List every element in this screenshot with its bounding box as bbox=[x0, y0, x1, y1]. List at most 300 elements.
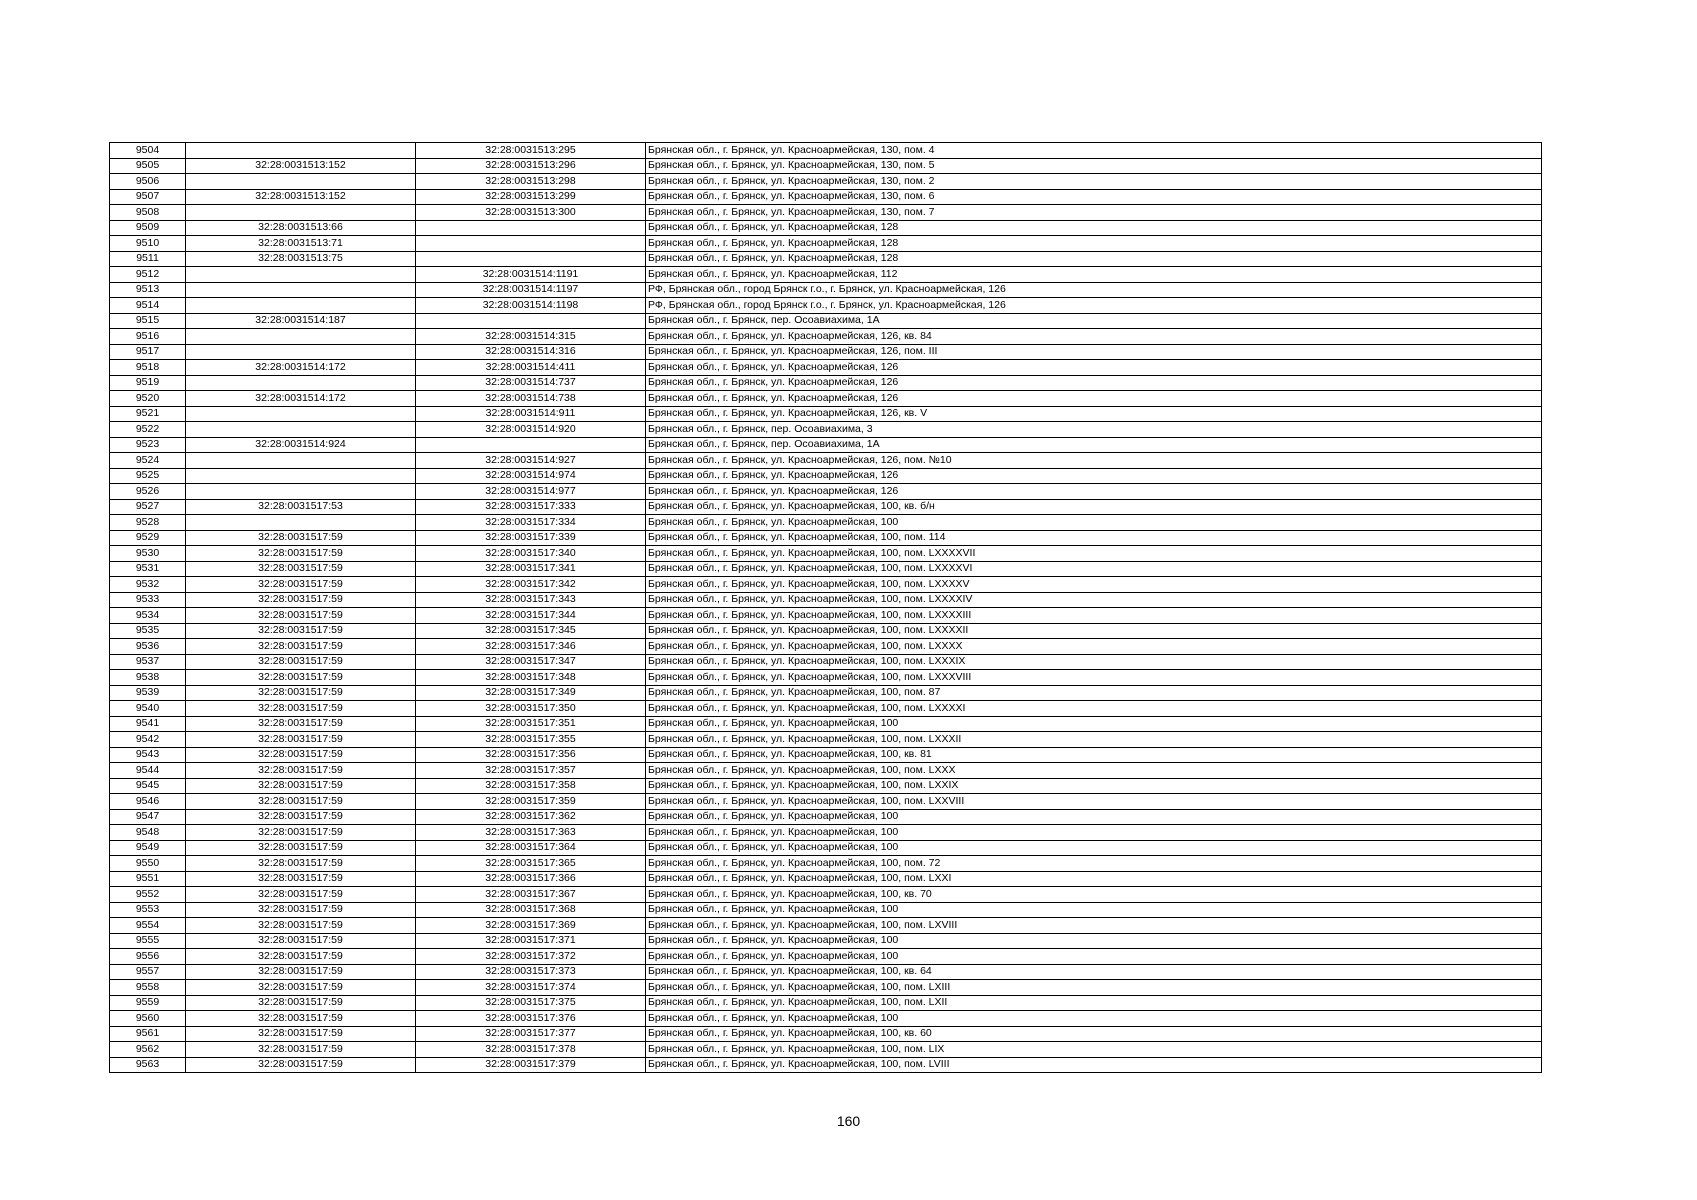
row-number-cell: 9526 bbox=[110, 484, 186, 500]
parent-cadastral-number-cell bbox=[186, 468, 416, 484]
cadastral-number-cell: 32:28:0031513:299 bbox=[416, 189, 646, 205]
address-cell: Брянская обл., г. Брянск, ул. Красноармейская, 126 bbox=[646, 360, 1542, 376]
address-cell: Брянская обл., г. Брянск, ул. Красноармейская, 100, пом. 72 bbox=[646, 856, 1542, 872]
row-number-cell: 9505 bbox=[110, 158, 186, 174]
parent-cadastral-number-cell bbox=[186, 282, 416, 298]
address-cell: Брянская обл., г. Брянск, ул. Красноармейская, 126, кв. V bbox=[646, 406, 1542, 422]
table-row bbox=[110, 732, 1542, 748]
cadastral-number-cell: 32:28:0031514:1197 bbox=[416, 282, 646, 298]
table-row bbox=[110, 546, 1542, 562]
cadastral-number-cell: 32:28:0031517:349 bbox=[416, 685, 646, 701]
table-row bbox=[110, 422, 1542, 438]
cadastral-number-cell: 32:28:0031517:339 bbox=[416, 530, 646, 546]
address-cell: Брянская обл., г. Брянск, ул. Красноармейская, 100, пом. LXXIX bbox=[646, 778, 1542, 794]
table-row bbox=[110, 980, 1542, 996]
parent-cadastral-number-cell: 32:28:0031517:59 bbox=[186, 840, 416, 856]
address-cell: Брянская обл., г. Брянск, ул. Красноармейская, 100 bbox=[646, 515, 1542, 531]
cadastral-number-cell: 32:28:0031517:379 bbox=[416, 1057, 646, 1073]
row-number-cell: 9514 bbox=[110, 298, 186, 314]
row-number-cell: 9525 bbox=[110, 468, 186, 484]
parent-cadastral-number-cell: 32:28:0031517:59 bbox=[186, 1011, 416, 1027]
address-cell: Брянская обл., г. Брянск, ул. Красноармейская, 100, кв. 81 bbox=[646, 747, 1542, 763]
row-number-cell: 9555 bbox=[110, 933, 186, 949]
address-cell: Брянская обл., г. Брянск, ул. Красноармейская, 126 bbox=[646, 391, 1542, 407]
parent-cadastral-number-cell: 32:28:0031517:59 bbox=[186, 949, 416, 965]
cadastral-number-cell bbox=[416, 313, 646, 329]
row-number-cell: 9546 bbox=[110, 794, 186, 810]
address-cell: Брянская обл., г. Брянск, пер. Осоавиахима, 3 bbox=[646, 422, 1542, 438]
cadastral-number-cell: 32:28:0031513:300 bbox=[416, 205, 646, 221]
cadastral-number-cell: 32:28:0031517:347 bbox=[416, 654, 646, 670]
parent-cadastral-number-cell: 32:28:0031517:59 bbox=[186, 825, 416, 841]
table-row bbox=[110, 1011, 1542, 1027]
address-cell: Брянская обл., г. Брянск, ул. Красноармейская, 128 bbox=[646, 236, 1542, 252]
cadastral-number-cell: 32:28:0031517:334 bbox=[416, 515, 646, 531]
cadastral-number-cell: 32:28:0031517:340 bbox=[416, 546, 646, 562]
table-row bbox=[110, 1057, 1542, 1073]
address-cell: Брянская обл., г. Брянск, ул. Красноармейская, 130, пом. 5 bbox=[646, 158, 1542, 174]
cadastral-number-cell bbox=[416, 437, 646, 453]
parent-cadastral-number-cell bbox=[186, 205, 416, 221]
row-number-cell: 9527 bbox=[110, 499, 186, 515]
cadastral-number-cell: 32:28:0031514:316 bbox=[416, 344, 646, 360]
table-row bbox=[110, 716, 1542, 732]
cadastral-number-cell: 32:28:0031517:342 bbox=[416, 577, 646, 593]
row-number-cell: 9516 bbox=[110, 329, 186, 345]
table-row bbox=[110, 825, 1542, 841]
address-cell: Брянская обл., г. Брянск, ул. Красноармейская, 126 bbox=[646, 468, 1542, 484]
row-number-cell: 9562 bbox=[110, 1042, 186, 1058]
cadastral-number-cell: 32:28:0031517:376 bbox=[416, 1011, 646, 1027]
parent-cadastral-number-cell bbox=[186, 453, 416, 469]
row-number-cell: 9509 bbox=[110, 220, 186, 236]
table-row bbox=[110, 158, 1542, 174]
cadastral-number-cell: 32:28:0031517:362 bbox=[416, 809, 646, 825]
cadastral-number-cell: 32:28:0031517:363 bbox=[416, 825, 646, 841]
address-cell: Брянская обл., г. Брянск, ул. Красноармейская, 130, пом. 2 bbox=[646, 174, 1542, 190]
table-row bbox=[110, 577, 1542, 593]
address-cell: Брянская обл., г. Брянск, ул. Красноармейская, 100 bbox=[646, 809, 1542, 825]
cadastral-number-cell: 32:28:0031517:345 bbox=[416, 623, 646, 639]
parent-cadastral-number-cell: 32:28:0031517:59 bbox=[186, 809, 416, 825]
cadastral-number-cell: 32:28:0031513:298 bbox=[416, 174, 646, 190]
row-number-cell: 9524 bbox=[110, 453, 186, 469]
row-number-cell: 9510 bbox=[110, 236, 186, 252]
table-row bbox=[110, 964, 1542, 980]
table-row bbox=[110, 809, 1542, 825]
cadastral-number-cell: 32:28:0031517:343 bbox=[416, 592, 646, 608]
cadastral-number-cell: 32:28:0031514:737 bbox=[416, 375, 646, 391]
table-row bbox=[110, 949, 1542, 965]
cadastral-number-cell: 32:28:0031514:920 bbox=[416, 422, 646, 438]
row-number-cell: 9543 bbox=[110, 747, 186, 763]
row-number-cell: 9528 bbox=[110, 515, 186, 531]
address-cell: Брянская обл., г. Брянск, ул. Красноармейская, 100, пом. LXXVIII bbox=[646, 794, 1542, 810]
parent-cadastral-number-cell bbox=[186, 298, 416, 314]
row-number-cell: 9513 bbox=[110, 282, 186, 298]
table-row bbox=[110, 530, 1542, 546]
parent-cadastral-number-cell: 32:28:0031517:59 bbox=[186, 763, 416, 779]
parent-cadastral-number-cell: 32:28:0031513:152 bbox=[186, 158, 416, 174]
row-number-cell: 9542 bbox=[110, 732, 186, 748]
address-cell: Брянская обл., г. Брянск, ул. Красноармейская, 100, пом. LXXXXI bbox=[646, 701, 1542, 717]
row-number-cell: 9506 bbox=[110, 174, 186, 190]
address-cell: Брянская обл., г. Брянск, ул. Красноармейская, 100 bbox=[646, 716, 1542, 732]
address-cell: Брянская обл., г. Брянск, ул. Красноармейская, 100, пом. LXXXXVII bbox=[646, 546, 1542, 562]
parent-cadastral-number-cell: 32:28:0031517:59 bbox=[186, 608, 416, 624]
address-cell: Брянская обл., г. Брянск, ул. Красноармейская, 100, пом. LXXXII bbox=[646, 732, 1542, 748]
parent-cadastral-number-cell: 32:28:0031517:59 bbox=[186, 995, 416, 1011]
row-number-cell: 9520 bbox=[110, 391, 186, 407]
row-number-cell: 9535 bbox=[110, 623, 186, 639]
table-row bbox=[110, 608, 1542, 624]
address-cell: Брянская обл., г. Брянск, ул. Красноармейская, 100, пом. 114 bbox=[646, 530, 1542, 546]
address-cell: Брянская обл., г. Брянск, ул. Красноармейская, 100, пом. LXII bbox=[646, 995, 1542, 1011]
cadastral-number-cell: 32:28:0031517:359 bbox=[416, 794, 646, 810]
address-cell: Брянская обл., г. Брянск, ул. Красноармейская, 100, пом. LXXXIX bbox=[646, 654, 1542, 670]
parent-cadastral-number-cell: 32:28:0031517:59 bbox=[186, 980, 416, 996]
table-row bbox=[110, 902, 1542, 918]
row-number-cell: 9558 bbox=[110, 980, 186, 996]
parent-cadastral-number-cell: 32:28:0031517:59 bbox=[186, 670, 416, 686]
table-row bbox=[110, 701, 1542, 717]
address-cell: Брянская обл., г. Брянск, ул. Красноармейская, 100, пом. LXXXXV bbox=[646, 577, 1542, 593]
table-row bbox=[110, 267, 1542, 283]
cadastral-number-cell: 32:28:0031517:358 bbox=[416, 778, 646, 794]
address-cell: Брянская обл., г. Брянск, ул. Красноармейская, 100 bbox=[646, 1011, 1542, 1027]
address-cell: Брянская обл., г. Брянск, ул. Красноармейская, 100, пом. LXXXXVI bbox=[646, 561, 1542, 577]
cadastral-number-cell: 32:28:0031517:365 bbox=[416, 856, 646, 872]
address-cell: Брянская обл., г. Брянск, пер. Осоавиахима, 1А bbox=[646, 313, 1542, 329]
row-number-cell: 9523 bbox=[110, 437, 186, 453]
parent-cadastral-number-cell bbox=[186, 344, 416, 360]
row-number-cell: 9519 bbox=[110, 375, 186, 391]
table-row bbox=[110, 344, 1542, 360]
cadastral-number-cell bbox=[416, 220, 646, 236]
table-row bbox=[110, 453, 1542, 469]
table-row bbox=[110, 329, 1542, 345]
table-row bbox=[110, 406, 1542, 422]
cadastral-number-cell: 32:28:0031517:341 bbox=[416, 561, 646, 577]
address-cell: Брянская обл., г. Брянск, ул. Красноармейская, 130, пом. 7 bbox=[646, 205, 1542, 221]
cadastral-number-cell: 32:28:0031513:296 bbox=[416, 158, 646, 174]
cadastral-number-cell: 32:28:0031517:368 bbox=[416, 902, 646, 918]
row-number-cell: 9539 bbox=[110, 685, 186, 701]
table-row bbox=[110, 1042, 1542, 1058]
table-row bbox=[110, 871, 1542, 887]
cadastral-number-cell: 32:28:0031517:351 bbox=[416, 716, 646, 732]
cadastral-number-cell: 32:28:0031517:372 bbox=[416, 949, 646, 965]
parent-cadastral-number-cell: 32:28:0031517:59 bbox=[186, 561, 416, 577]
parent-cadastral-number-cell bbox=[186, 375, 416, 391]
cadastral-number-cell: 32:28:0031517:371 bbox=[416, 933, 646, 949]
address-cell: Брянская обл., г. Брянск, ул. Красноармейская, 100, пом. LXXI bbox=[646, 871, 1542, 887]
row-number-cell: 9511 bbox=[110, 251, 186, 267]
parent-cadastral-number-cell: 32:28:0031517:59 bbox=[186, 887, 416, 903]
row-number-cell: 9530 bbox=[110, 546, 186, 562]
parent-cadastral-number-cell bbox=[186, 143, 416, 159]
row-number-cell: 9515 bbox=[110, 313, 186, 329]
row-number-cell: 9504 bbox=[110, 143, 186, 159]
address-cell: Брянская обл., г. Брянск, ул. Красноармейская, 100 bbox=[646, 949, 1542, 965]
parent-cadastral-number-cell bbox=[186, 484, 416, 500]
row-number-cell: 9553 bbox=[110, 902, 186, 918]
table-row bbox=[110, 236, 1542, 252]
address-cell: Брянская обл., г. Брянск, ул. Красноармейская, 126 bbox=[646, 375, 1542, 391]
parent-cadastral-number-cell: 32:28:0031514:172 bbox=[186, 391, 416, 407]
cadastral-number-cell: 32:28:0031514:315 bbox=[416, 329, 646, 345]
address-cell: Брянская обл., г. Брянск, ул. Красноармейская, 126, пом. №10 bbox=[646, 453, 1542, 469]
address-cell: Брянская обл., г. Брянск, ул. Красноармейская, 100, пом. LXXXXII bbox=[646, 623, 1542, 639]
row-number-cell: 9533 bbox=[110, 592, 186, 608]
row-number-cell: 9521 bbox=[110, 406, 186, 422]
address-cell: РФ, Брянская обл., город Брянск г.о., г. Брянск, ул. Красноармейская, 126 bbox=[646, 282, 1542, 298]
address-cell: Брянская обл., г. Брянск, ул. Красноармейская, 100, пом. LXXXXIV bbox=[646, 592, 1542, 608]
cadastral-number-cell: 32:28:0031514:1191 bbox=[416, 267, 646, 283]
table-row bbox=[110, 639, 1542, 655]
parent-cadastral-number-cell: 32:28:0031517:59 bbox=[186, 933, 416, 949]
table-row bbox=[110, 995, 1542, 1011]
row-number-cell: 9554 bbox=[110, 918, 186, 934]
parent-cadastral-number-cell: 32:28:0031517:59 bbox=[186, 716, 416, 732]
table-row bbox=[110, 174, 1542, 190]
cadastral-number-cell: 32:28:0031517:366 bbox=[416, 871, 646, 887]
address-cell: Брянская обл., г. Брянск, ул. Красноармейская, 100, кв. б/н bbox=[646, 499, 1542, 515]
cadastral-number-cell: 32:28:0031513:295 bbox=[416, 143, 646, 159]
row-number-cell: 9507 bbox=[110, 189, 186, 205]
address-cell: Брянская обл., г. Брянск, ул. Красноармейская, 126, кв. 84 bbox=[646, 329, 1542, 345]
parent-cadastral-number-cell: 32:28:0031514:924 bbox=[186, 437, 416, 453]
cadastral-number-cell: 32:28:0031517:348 bbox=[416, 670, 646, 686]
row-number-cell: 9551 bbox=[110, 871, 186, 887]
row-number-cell: 9556 bbox=[110, 949, 186, 965]
parent-cadastral-number-cell bbox=[186, 329, 416, 345]
address-cell: Брянская обл., г. Брянск, ул. Красноармейская, 128 bbox=[646, 251, 1542, 267]
parent-cadastral-number-cell: 32:28:0031517:59 bbox=[186, 964, 416, 980]
row-number-cell: 9549 bbox=[110, 840, 186, 856]
parent-cadastral-number-cell: 32:28:0031517:59 bbox=[186, 871, 416, 887]
parent-cadastral-number-cell: 32:28:0031517:59 bbox=[186, 778, 416, 794]
address-cell: Брянская обл., г. Брянск, пер. Осоавиахима, 1А bbox=[646, 437, 1542, 453]
table-row bbox=[110, 375, 1542, 391]
address-cell: РФ, Брянская обл., город Брянск г.о., г. Брянск, ул. Красноармейская, 126 bbox=[646, 298, 1542, 314]
cadastral-number-cell: 32:28:0031514:977 bbox=[416, 484, 646, 500]
parent-cadastral-number-cell: 32:28:0031513:152 bbox=[186, 189, 416, 205]
table-row bbox=[110, 918, 1542, 934]
cadastral-number-cell: 32:28:0031517:333 bbox=[416, 499, 646, 515]
cadastral-number-cell: 32:28:0031517:373 bbox=[416, 964, 646, 980]
address-cell: Брянская обл., г. Брянск, ул. Красноармейская, 100, пом. LVIII bbox=[646, 1057, 1542, 1073]
parent-cadastral-number-cell: 32:28:0031517:59 bbox=[186, 794, 416, 810]
address-cell: Брянская обл., г. Брянск, ул. Красноармейская, 100 bbox=[646, 902, 1542, 918]
address-cell: Брянская обл., г. Брянск, ул. Красноармейская, 130, пом. 4 bbox=[646, 143, 1542, 159]
table-row bbox=[110, 251, 1542, 267]
row-number-cell: 9538 bbox=[110, 670, 186, 686]
row-number-cell: 9559 bbox=[110, 995, 186, 1011]
row-number-cell: 9536 bbox=[110, 639, 186, 655]
cadastral-number-cell: 32:28:0031514:911 bbox=[416, 406, 646, 422]
address-cell: Брянская обл., г. Брянск, ул. Красноармейская, 100, пом. LIX bbox=[646, 1042, 1542, 1058]
parent-cadastral-number-cell: 32:28:0031517:59 bbox=[186, 856, 416, 872]
cadastral-number-cell: 32:28:0031517:357 bbox=[416, 763, 646, 779]
address-cell: Брянская обл., г. Брянск, ул. Красноармейская, 100, пом. LXXXVIII bbox=[646, 670, 1542, 686]
table-row bbox=[110, 282, 1542, 298]
table-row bbox=[110, 1026, 1542, 1042]
table-row bbox=[110, 840, 1542, 856]
parent-cadastral-number-cell: 32:28:0031517:59 bbox=[186, 546, 416, 562]
table-row bbox=[110, 515, 1542, 531]
cadastral-number-cell: 32:28:0031514:974 bbox=[416, 468, 646, 484]
parent-cadastral-number-cell: 32:28:0031513:66 bbox=[186, 220, 416, 236]
cadastral-number-cell: 32:28:0031517:377 bbox=[416, 1026, 646, 1042]
parent-cadastral-number-cell bbox=[186, 422, 416, 438]
cadastral-number-cell: 32:28:0031517:369 bbox=[416, 918, 646, 934]
cadastral-number-cell: 32:28:0031517:356 bbox=[416, 747, 646, 763]
registry-table-body bbox=[110, 143, 1542, 1073]
row-number-cell: 9531 bbox=[110, 561, 186, 577]
address-cell: Брянская обл., г. Брянск, ул. Красноармейская, 100, пом. LXXXX bbox=[646, 639, 1542, 655]
address-cell: Брянская обл., г. Брянск, ул. Красноармейская, 100, пом. LXXXXIII bbox=[646, 608, 1542, 624]
address-cell: Брянская обл., г. Брянск, ул. Красноармейская, 100, пом. LXVIII bbox=[646, 918, 1542, 934]
cadastral-number-cell: 32:28:0031514:738 bbox=[416, 391, 646, 407]
address-cell: Брянская обл., г. Брянск, ул. Красноармейская, 100, пом. 87 bbox=[646, 685, 1542, 701]
row-number-cell: 9563 bbox=[110, 1057, 186, 1073]
parent-cadastral-number-cell: 32:28:0031517:59 bbox=[186, 902, 416, 918]
table-row bbox=[110, 670, 1542, 686]
cadastral-number-cell: 32:28:0031514:927 bbox=[416, 453, 646, 469]
cadastral-number-cell: 32:28:0031517:346 bbox=[416, 639, 646, 655]
parent-cadastral-number-cell: 32:28:0031517:59 bbox=[186, 918, 416, 934]
row-number-cell: 9561 bbox=[110, 1026, 186, 1042]
table-row bbox=[110, 205, 1542, 221]
cadastral-number-cell: 32:28:0031517:364 bbox=[416, 840, 646, 856]
address-cell: Брянская обл., г. Брянск, ул. Красноармейская, 100 bbox=[646, 825, 1542, 841]
cadastral-number-cell: 32:28:0031517:367 bbox=[416, 887, 646, 903]
row-number-cell: 9547 bbox=[110, 809, 186, 825]
row-number-cell: 9541 bbox=[110, 716, 186, 732]
parent-cadastral-number-cell: 32:28:0031517:59 bbox=[186, 654, 416, 670]
parent-cadastral-number-cell: 32:28:0031517:59 bbox=[186, 1042, 416, 1058]
cadastral-number-cell bbox=[416, 251, 646, 267]
address-cell: Брянская обл., г. Брянск, ул. Красноармейская, 100 bbox=[646, 933, 1542, 949]
parent-cadastral-number-cell: 32:28:0031517:59 bbox=[186, 701, 416, 717]
row-number-cell: 9529 bbox=[110, 530, 186, 546]
row-number-cell: 9550 bbox=[110, 856, 186, 872]
cadastral-number-cell: 32:28:0031517:350 bbox=[416, 701, 646, 717]
parent-cadastral-number-cell bbox=[186, 267, 416, 283]
row-number-cell: 9544 bbox=[110, 763, 186, 779]
row-number-cell: 9545 bbox=[110, 778, 186, 794]
parent-cadastral-number-cell: 32:28:0031517:59 bbox=[186, 577, 416, 593]
parent-cadastral-number-cell: 32:28:0031517:59 bbox=[186, 1026, 416, 1042]
cadastral-number-cell: 32:28:0031517:374 bbox=[416, 980, 646, 996]
row-number-cell: 9548 bbox=[110, 825, 186, 841]
parent-cadastral-number-cell: 32:28:0031517:59 bbox=[186, 685, 416, 701]
row-number-cell: 9552 bbox=[110, 887, 186, 903]
parent-cadastral-number-cell: 32:28:0031513:71 bbox=[186, 236, 416, 252]
table-row bbox=[110, 360, 1542, 376]
row-number-cell: 9532 bbox=[110, 577, 186, 593]
address-cell: Брянская обл., г. Брянск, ул. Красноармейская, 100 bbox=[646, 840, 1542, 856]
parent-cadastral-number-cell: 32:28:0031517:59 bbox=[186, 747, 416, 763]
address-cell: Брянская обл., г. Брянск, ул. Красноармейская, 100, кв. 70 bbox=[646, 887, 1542, 903]
row-number-cell: 9518 bbox=[110, 360, 186, 376]
table-row bbox=[110, 623, 1542, 639]
address-cell: Брянская обл., г. Брянск, ул. Красноармейская, 112 bbox=[646, 267, 1542, 283]
parent-cadastral-number-cell bbox=[186, 174, 416, 190]
table-row bbox=[110, 499, 1542, 515]
table-row bbox=[110, 468, 1542, 484]
cadastral-number-cell: 32:28:0031514:411 bbox=[416, 360, 646, 376]
row-number-cell: 9508 bbox=[110, 205, 186, 221]
table-row bbox=[110, 933, 1542, 949]
table-row bbox=[110, 437, 1542, 453]
parent-cadastral-number-cell: 32:28:0031513:75 bbox=[186, 251, 416, 267]
address-cell: Брянская обл., г. Брянск, ул. Красноармейская, 100, кв. 64 bbox=[646, 964, 1542, 980]
row-number-cell: 9540 bbox=[110, 701, 186, 717]
address-cell: Брянская обл., г. Брянск, ул. Красноармейская, 126 bbox=[646, 484, 1542, 500]
row-number-cell: 9557 bbox=[110, 964, 186, 980]
table-row bbox=[110, 391, 1542, 407]
page-number: 160 bbox=[836, 1113, 861, 1129]
table-row bbox=[110, 298, 1542, 314]
registry-table bbox=[109, 142, 1542, 1073]
row-number-cell: 9522 bbox=[110, 422, 186, 438]
table-row bbox=[110, 220, 1542, 236]
address-cell: Брянская обл., г. Брянск, ул. Красноармейская, 126, пом. III bbox=[646, 344, 1542, 360]
row-number-cell: 9560 bbox=[110, 1011, 186, 1027]
row-number-cell: 9534 bbox=[110, 608, 186, 624]
parent-cadastral-number-cell: 32:28:0031514:187 bbox=[186, 313, 416, 329]
table-row bbox=[110, 794, 1542, 810]
cadastral-number-cell: 32:28:0031517:378 bbox=[416, 1042, 646, 1058]
row-number-cell: 9517 bbox=[110, 344, 186, 360]
parent-cadastral-number-cell: 32:28:0031514:172 bbox=[186, 360, 416, 376]
parent-cadastral-number-cell: 32:28:0031517:59 bbox=[186, 639, 416, 655]
parent-cadastral-number-cell: 32:28:0031517:59 bbox=[186, 530, 416, 546]
table-row bbox=[110, 856, 1542, 872]
parent-cadastral-number-cell: 32:28:0031517:59 bbox=[186, 1057, 416, 1073]
parent-cadastral-number-cell bbox=[186, 515, 416, 531]
cadastral-number-cell: 32:28:0031517:355 bbox=[416, 732, 646, 748]
address-cell: Брянская обл., г. Брянск, ул. Красноармейская, 100, пом. LXXX bbox=[646, 763, 1542, 779]
table-row bbox=[110, 778, 1542, 794]
table-row bbox=[110, 189, 1542, 205]
table-row bbox=[110, 685, 1542, 701]
address-cell: Брянская обл., г. Брянск, ул. Красноармейская, 100, пом. LXIII bbox=[646, 980, 1542, 996]
table-row bbox=[110, 313, 1542, 329]
parent-cadastral-number-cell: 32:28:0031517:59 bbox=[186, 623, 416, 639]
parent-cadastral-number-cell: 32:28:0031517:59 bbox=[186, 592, 416, 608]
table-row bbox=[110, 747, 1542, 763]
cadastral-number-cell: 32:28:0031517:344 bbox=[416, 608, 646, 624]
cadastral-number-cell bbox=[416, 236, 646, 252]
address-cell: Брянская обл., г. Брянск, ул. Красноармейская, 130, пом. 6 bbox=[646, 189, 1542, 205]
parent-cadastral-number-cell: 32:28:0031517:53 bbox=[186, 499, 416, 515]
table-row bbox=[110, 484, 1542, 500]
row-number-cell: 9537 bbox=[110, 654, 186, 670]
table-row bbox=[110, 654, 1542, 670]
table-row bbox=[110, 887, 1542, 903]
parent-cadastral-number-cell: 32:28:0031517:59 bbox=[186, 732, 416, 748]
table-row bbox=[110, 592, 1542, 608]
table-row bbox=[110, 561, 1542, 577]
table-row bbox=[110, 763, 1542, 779]
parent-cadastral-number-cell bbox=[186, 406, 416, 422]
cadastral-number-cell: 32:28:0031517:375 bbox=[416, 995, 646, 1011]
address-cell: Брянская обл., г. Брянск, ул. Красноармейская, 100, кв. 60 bbox=[646, 1026, 1542, 1042]
table-row bbox=[110, 143, 1542, 159]
